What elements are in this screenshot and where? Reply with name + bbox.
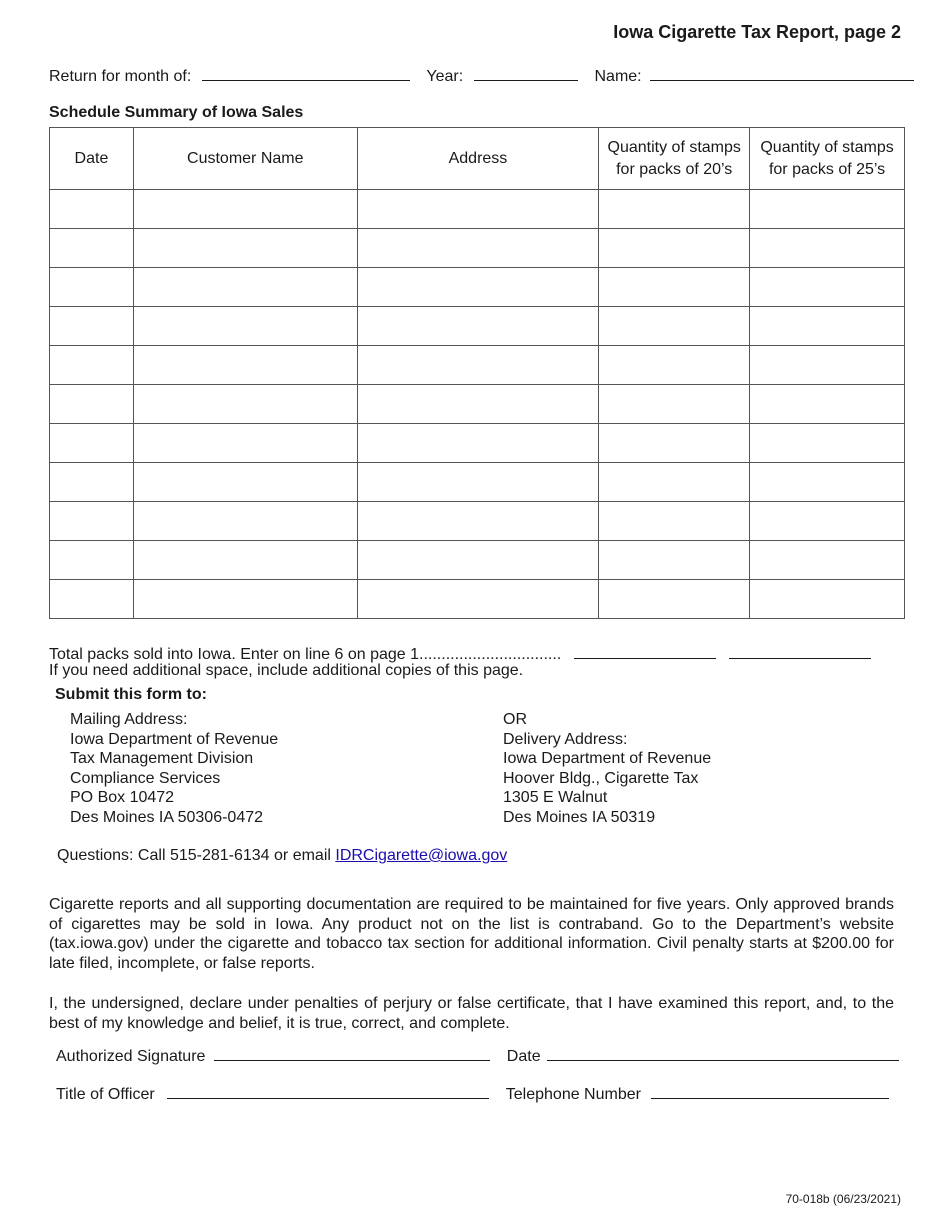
table-cell[interactable] — [599, 541, 750, 580]
telephone-label: Telephone Number — [505, 1086, 641, 1103]
total-label: Total packs sold into Iowa. Enter on line 6 on page 1................................ — [49, 646, 562, 663]
table-cell[interactable] — [750, 229, 905, 268]
delivery-address — [503, 710, 711, 828]
table-cell[interactable] — [357, 229, 599, 268]
telephone-field[interactable] — [651, 1082, 889, 1099]
title-of-officer-label: Title of Officer — [56, 1086, 155, 1103]
delivery-line: Hoover Bldg., Cigarette Tax — [503, 769, 699, 787]
page-title: Iowa Cigarette Tax Report, page 2 — [613, 22, 901, 42]
month-field[interactable] — [202, 64, 410, 81]
signature-row — [56, 1044, 899, 1066]
table-cell[interactable] — [599, 424, 750, 463]
year-label: Year: — [426, 68, 464, 85]
table-row — [50, 307, 905, 346]
authorized-signature-field[interactable] — [214, 1044, 490, 1061]
table-cell[interactable] — [50, 580, 134, 619]
total-packs-20-field[interactable] — [574, 642, 716, 659]
table-row — [50, 541, 905, 580]
table-cell[interactable] — [50, 424, 134, 463]
table-header-row — [50, 128, 905, 190]
table-cell[interactable] — [357, 424, 599, 463]
table-cell[interactable] — [357, 307, 599, 346]
table-row — [50, 424, 905, 463]
table-cell[interactable] — [133, 268, 357, 307]
delivery-line: 1305 E Walnut — [503, 789, 608, 807]
table-cell[interactable] — [357, 502, 599, 541]
submit-title: Submit this form to: — [55, 686, 207, 703]
table-cell[interactable] — [599, 307, 750, 346]
column-header-packs-25: Quantity of stamps for packs of 25’s — [750, 128, 905, 190]
questions-line — [57, 847, 507, 865]
year-field[interactable] — [474, 64, 578, 81]
table-cell[interactable] — [750, 541, 905, 580]
column-header-address: Address — [357, 128, 599, 190]
table-cell[interactable] — [50, 307, 134, 346]
table-cell[interactable] — [750, 502, 905, 541]
table-cell[interactable] — [599, 268, 750, 307]
table-cell[interactable] — [133, 541, 357, 580]
delivery-line: OR — [503, 711, 527, 728]
table-cell[interactable] — [750, 580, 905, 619]
table-cell[interactable] — [50, 229, 134, 268]
table-body — [50, 190, 905, 619]
delivery-line: Des Moines IA 50319 — [503, 808, 656, 826]
table-row — [50, 190, 905, 229]
table-cell[interactable] — [750, 190, 905, 229]
top-fields-row — [49, 64, 914, 86]
table-cell[interactable] — [50, 385, 134, 424]
table-cell[interactable] — [50, 463, 134, 502]
table-row — [50, 229, 905, 268]
authorized-signature-label: Authorized Signature — [56, 1048, 206, 1065]
table-cell[interactable] — [750, 424, 905, 463]
table-cell[interactable] — [599, 229, 750, 268]
form-id: 70-018b (06/23/2021) — [785, 1192, 901, 1206]
table-row — [50, 346, 905, 385]
table-cell[interactable] — [750, 346, 905, 385]
table-cell[interactable] — [357, 346, 599, 385]
table-cell[interactable] — [357, 463, 599, 502]
name-field[interactable] — [650, 64, 914, 81]
table-cell[interactable] — [133, 229, 357, 268]
table-row — [50, 580, 905, 619]
total-row — [49, 642, 871, 664]
date-label: Date — [506, 1048, 541, 1065]
table-cell[interactable] — [50, 268, 134, 307]
declaration-paragraph: I, the undersigned, declare under penalties of perjury or false certificate, that I have examined this report, and, to the best of my knowledge and belief, it is true, correct, and complete. — [49, 995, 894, 1032]
officer-row — [56, 1082, 889, 1104]
column-header-customer-name: Customer Name — [133, 128, 357, 190]
table-row — [50, 463, 905, 502]
total-packs-25-field[interactable] — [729, 642, 871, 659]
table-cell[interactable] — [599, 580, 750, 619]
mailing-line: PO Box 10472 — [70, 789, 175, 807]
mailing-line: Tax Management Division — [70, 750, 254, 768]
month-label: Return for month of: — [49, 68, 192, 85]
column-header-date: Date — [50, 128, 134, 190]
table-cell[interactable] — [357, 580, 599, 619]
delivery-line: Delivery Address: — [503, 730, 628, 748]
table-cell[interactable] — [599, 385, 750, 424]
date-field[interactable] — [547, 1044, 899, 1061]
retention-paragraph: Cigarette reports and all supporting documentation are required to be maintained for five years. Only approved brands of cigarettes may be sold in Iowa. Any product not on the list is contraband. Go to the Department’s website (tax.iowa.gov) under the cigarette and tobacco tax section for additional information. Civil penalty starts at $200.00 for late filed, incomplete, or false reports. — [49, 896, 894, 972]
additional-space-note: If you need additional space, include additional copies of this page. — [49, 662, 524, 679]
table-row — [50, 268, 905, 307]
table-cell[interactable] — [50, 502, 134, 541]
table-cell[interactable] — [599, 190, 750, 229]
table-cell[interactable] — [50, 346, 134, 385]
table-cell[interactable] — [750, 463, 905, 502]
table-cell[interactable] — [50, 541, 134, 580]
email-link[interactable]: IDRCigarette@iowa.gov — [335, 847, 508, 864]
table-cell[interactable] — [357, 268, 599, 307]
column-header-packs-20: Quantity of stamps for packs of 20’s — [599, 128, 750, 190]
table-cell[interactable] — [750, 385, 905, 424]
mailing-line: Compliance Services — [70, 769, 221, 787]
table-cell[interactable] — [599, 502, 750, 541]
table-cell[interactable] — [357, 541, 599, 580]
mailing-address — [70, 710, 278, 828]
table-row — [50, 385, 905, 424]
schedule-title: Schedule Summary of Iowa Sales — [49, 104, 304, 121]
table-cell[interactable] — [357, 190, 599, 229]
table-cell[interactable] — [50, 190, 134, 229]
delivery-line: Iowa Department of Revenue — [503, 750, 712, 768]
table-cell[interactable] — [599, 463, 750, 502]
table-cell[interactable] — [133, 385, 357, 424]
table-cell[interactable] — [750, 307, 905, 346]
table-row — [50, 502, 905, 541]
table-cell[interactable] — [133, 346, 357, 385]
table-cell[interactable] — [133, 463, 357, 502]
mailing-line: Mailing Address: — [70, 711, 188, 728]
table-cell[interactable] — [599, 346, 750, 385]
table-cell[interactable] — [133, 190, 357, 229]
table-cell[interactable] — [133, 424, 357, 463]
mailing-line: Iowa Department of Revenue — [70, 730, 279, 748]
table-cell[interactable] — [133, 502, 357, 541]
questions-text: Questions: Call 515-281-6134 or email — [57, 847, 336, 864]
table-cell[interactable] — [133, 307, 357, 346]
table-cell[interactable] — [133, 580, 357, 619]
mailing-line: Des Moines IA 50306-0472 — [70, 808, 264, 826]
title-of-officer-field[interactable] — [167, 1082, 489, 1099]
schedule-table — [49, 127, 905, 619]
name-label: Name: — [594, 68, 642, 85]
table-cell[interactable] — [357, 385, 599, 424]
table-cell[interactable] — [750, 268, 905, 307]
